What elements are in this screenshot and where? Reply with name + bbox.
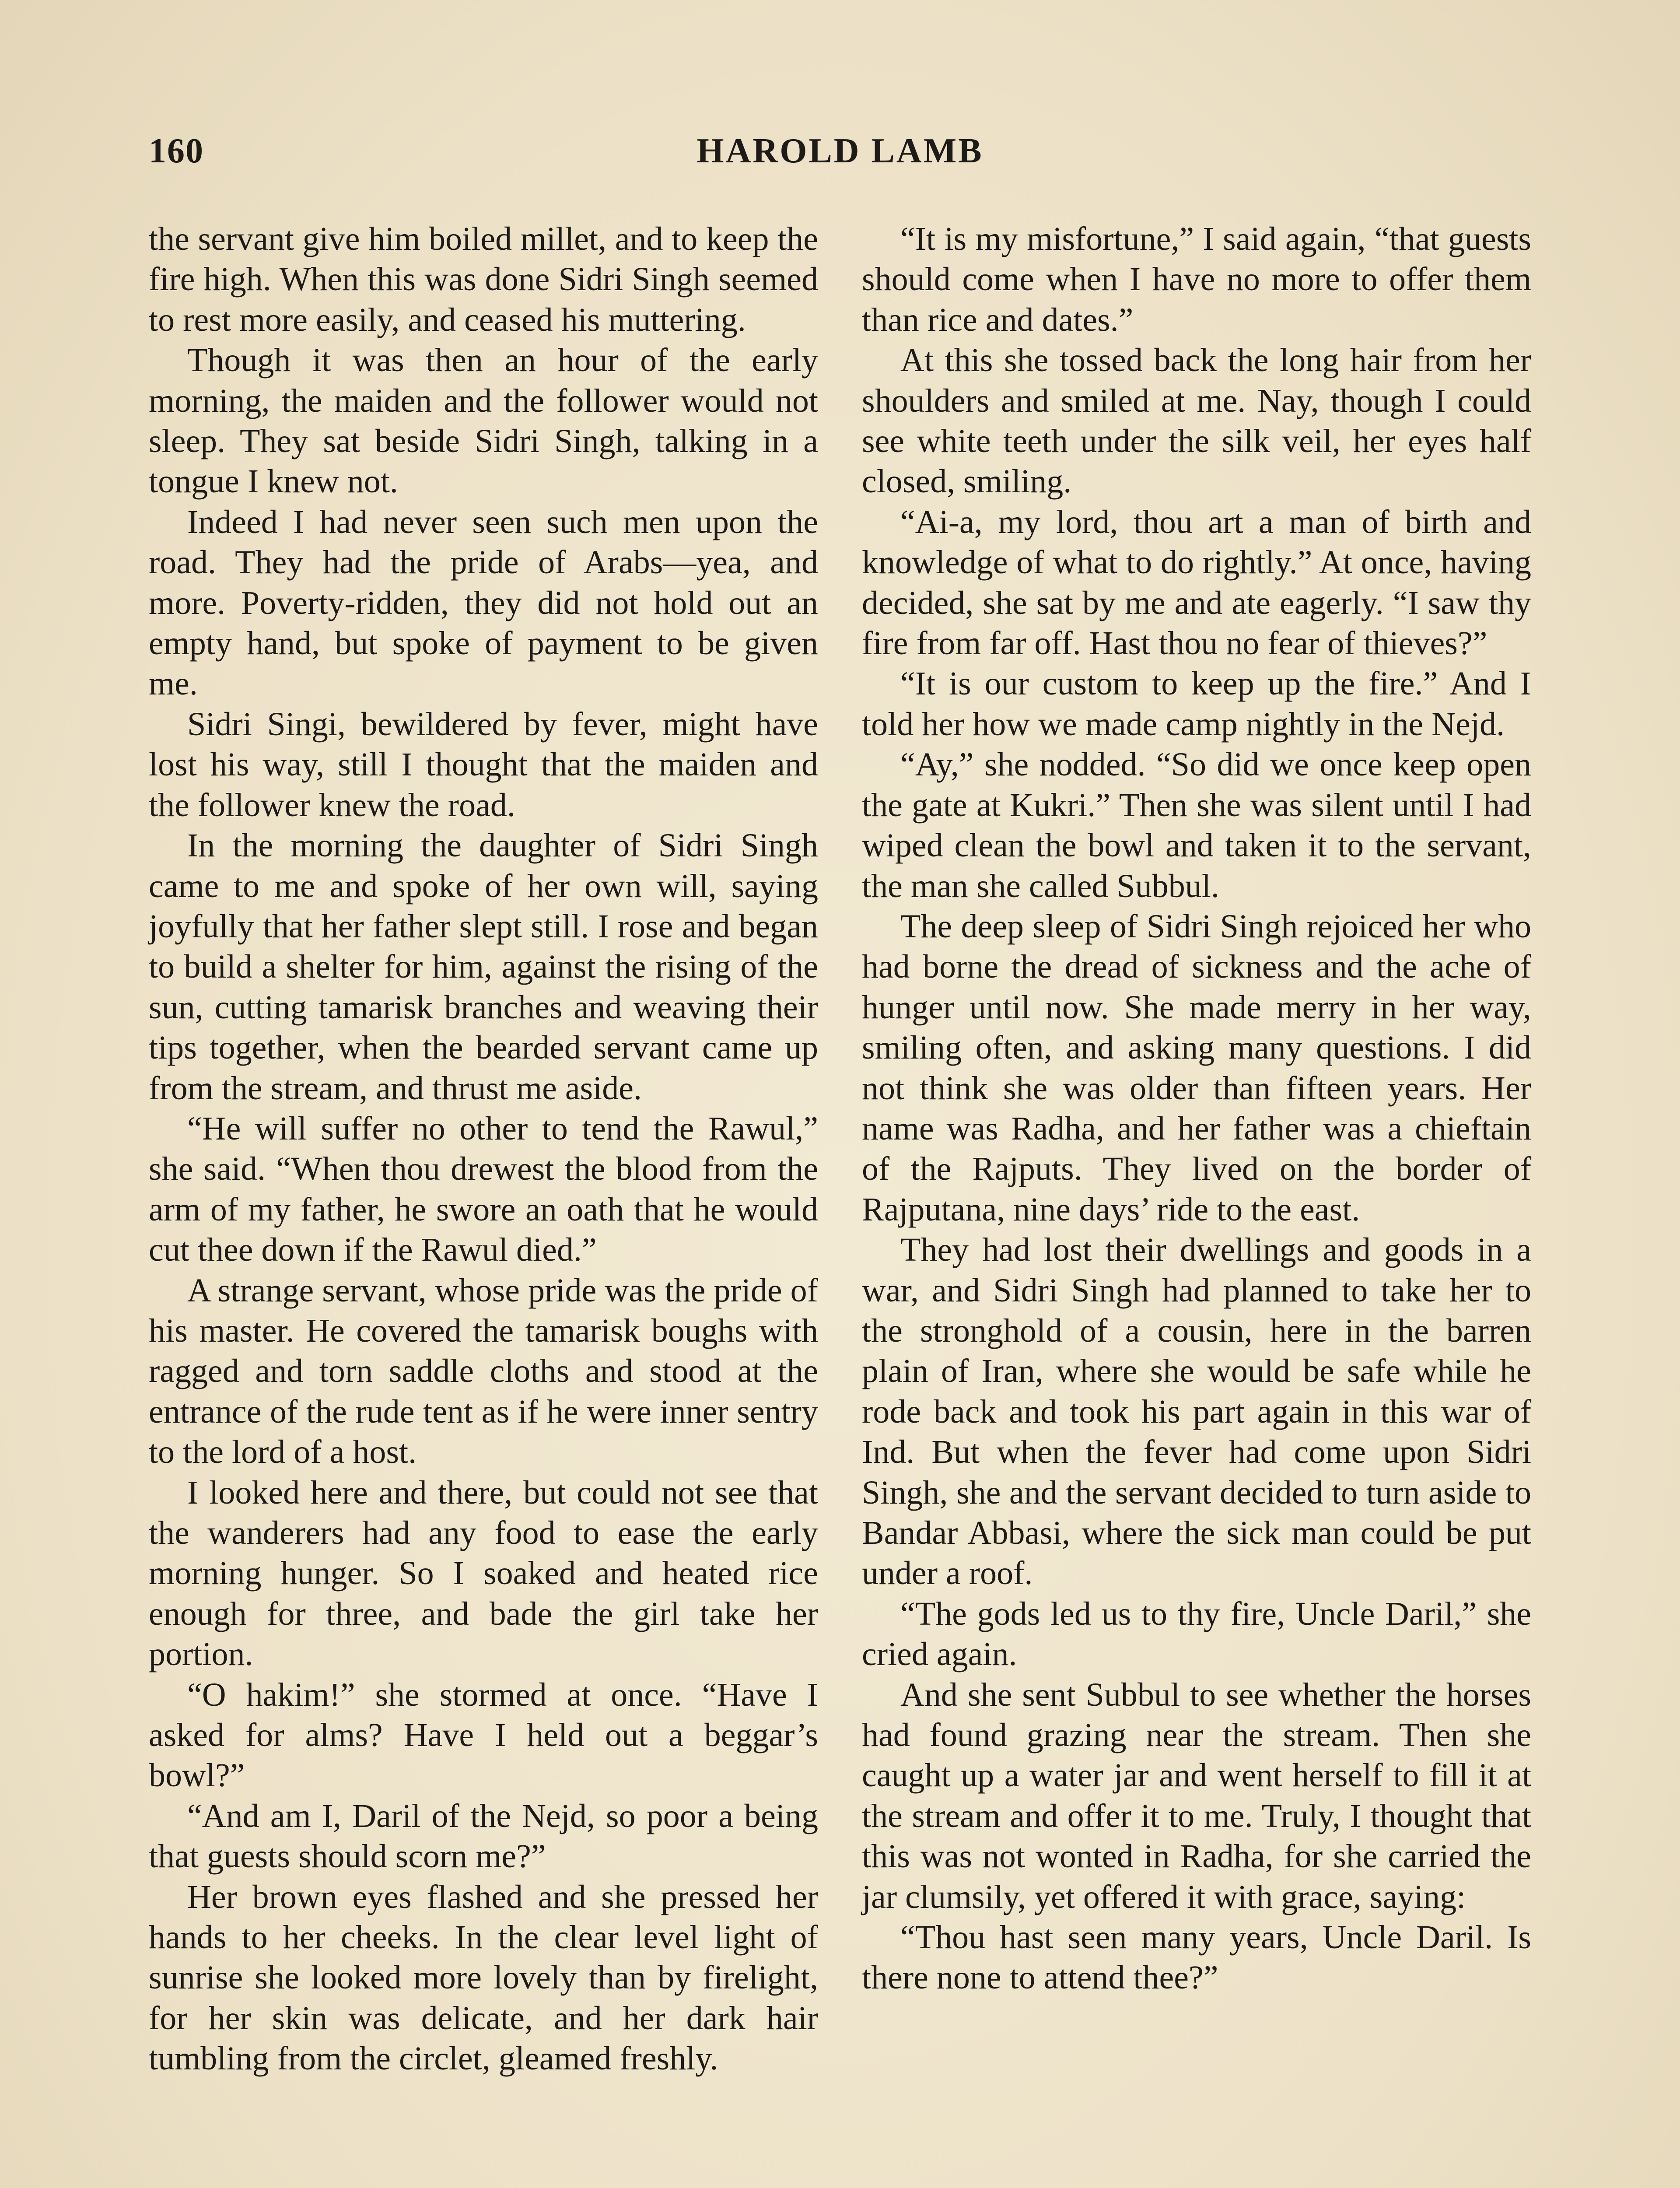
page-number: 160 [149, 132, 204, 170]
paragraph: The deep sleep of Sidri Singh rejoiced her who had borne the dread of sickness and the ache of hunger until now. She made merry in her way, smiling often, and asking many questions. I did not think she was older than fifteen years. Her name was Radha, and her father was a chieftain of the Rajputs. They lived on the border of Rajputana, nine days’ ride to the east. [862, 908, 1531, 1228]
paragraph: And she sent Subbul to see whether the horses had found grazing near the stream. Then she caught up a water jar and went herself to fill it at the stream and offer it to me. Truly, I thought that this was not wonted in Radha, for she carried the jar clumsily, yet offered it with grace, saying: [862, 1676, 1531, 1915]
paragraph: the servant give him boiled millet, and to keep the fire high. When this was done Sidri Singh seemed to rest more easily, and ceased his muttering. [149, 221, 818, 338]
paragraph: “Thou hast seen many years, Uncle Daril. Is there none to attend thee?” [862, 1919, 1531, 1996]
paragraph: “And am I, Daril of the Nejd, so poor a being that guests should scorn me?” [149, 1797, 818, 1875]
paragraph: “Ai-a, my lord, thou art a man of birth and knowledge of what to do rightly.” At once, having decided, she sat by me and ate eagerly. “I saw thy fire from far off. Hast thou no fear of thieves?” [862, 503, 1531, 662]
paragraph: “O hakim!” she stormed at once. “Have I asked for alms? Have I held out a beggar’s bowl?” [149, 1676, 818, 1794]
paragraph: Indeed I had never seen such men upon the road. They had the pride of Arabs—yea, and more. Poverty-ridden, they did not hold out an empty hand, but spoke of payment to be given me. [149, 503, 818, 702]
paragraph: A strange servant, whose pride was the pride of his master. He covered the tamarisk boughs with ragged and torn saddle cloths and stood at the entrance of the rude tent as if he were inner sentry to the lord of a host. [149, 1272, 818, 1471]
paragraph: At this she tossed back the long hair from her shoulders and smiled at me. Nay, though I could see white teeth under the silk veil, her eyes half closed, smiling. [862, 342, 1531, 500]
paragraph: Though it was then an hour of the early morning, the maiden and the follower would not sleep. They sat beside Sidri Singh, talking in a tongue I knew not. [149, 342, 818, 500]
paragraph: In the morning the daughter of Sidri Singh came to me and spoke of her own will, saying joyfully that her father slept still. I rose and began to build a shelter for him, against the rising of the sun, cutting tamarisk branches and weaving their tips together, when the bearded servant came up from the stream, and thrust me aside. [149, 827, 818, 1107]
paragraph: “It is our custom to keep up the fire.” And I told her how we made camp nightly in the Nejd. [862, 665, 1531, 743]
paragraph: Sidri Singi, bewildered by fever, might have lost his way, still I thought that the maiden and the follower knew the road. [149, 705, 818, 824]
right-column [862, 219, 1531, 1998]
paragraph: “Ay,” she nodded. “So did we once keep open the gate at Kukri.” Then she was silent until I had wiped clean the bowl and taken it to the servant, the man she called Subbul. [862, 746, 1531, 905]
page-header [149, 131, 1531, 184]
paragraph: Her brown eyes flashed and she pressed her hands to her cheeks. In the clear level light of sunrise she looked more lovely than by firelight, for her skin was delicate, and her dark hair tumbling from the circlet, gleamed freshly. [149, 1878, 818, 2077]
left-column [149, 219, 818, 2079]
paragraph: “It is my misfortune,” I said again, “that guests should come when I have no more to offer them than rice and dates.” [862, 221, 1531, 338]
paragraph: “The gods led us to thy fire, Uncle Daril,” she cried again. [862, 1595, 1531, 1673]
paragraph: “He will suffer no other to tend the Rawul,” she said. “When thou drewest the blood from the arm of my father, he swore an oath that he would cut thee down if the Rawul died.” [149, 1110, 818, 1269]
paragraph: I looked here and there, but could not see that the wanderers had any food to ease the early morning hunger. So I soaked and heated rice enough for three, and bade the girl take her portion. [149, 1474, 818, 1673]
running-head: HAROLD LAMB [696, 132, 984, 170]
paragraph: They had lost their dwellings and goods in a war, and Sidri Singh had planned to take her to the stronghold of a cousin, here in the barren plain of Iran, where she would be safe while he rode back and took his part again in this war of Ind. But when the fever had come upon Sidri Singh, she and the servant decided to turn aside to Bandar Abbasi, where the sick man could be put under a roof. [862, 1231, 1531, 1592]
